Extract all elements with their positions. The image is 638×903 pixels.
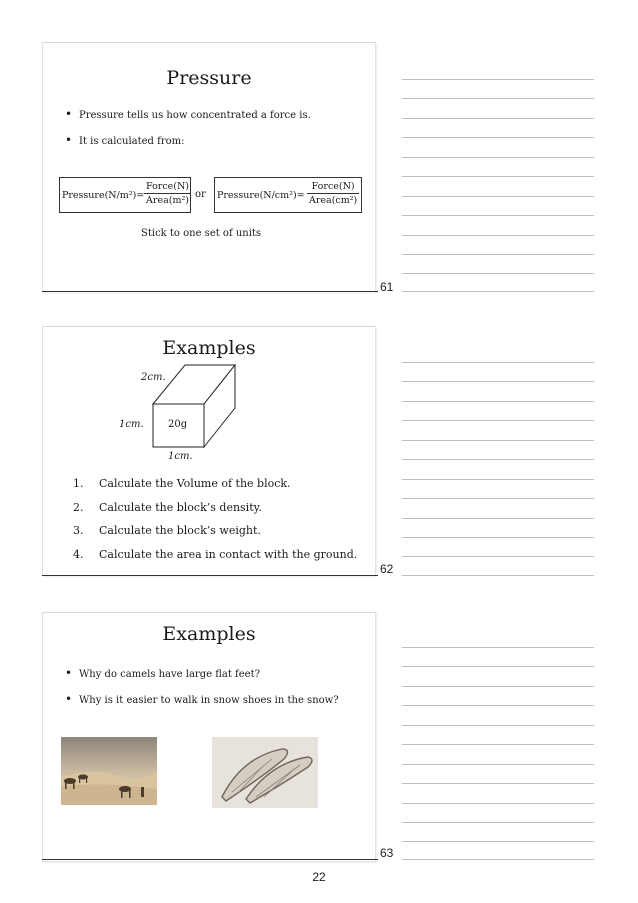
formula-numerator: Force(N) [146, 181, 190, 192]
slide-number: 62 [380, 562, 394, 576]
slide-divider [42, 575, 378, 576]
slide-number: 61 [380, 280, 394, 294]
units-note: Stick to one set of units [141, 228, 262, 239]
snowshoes-image [212, 737, 318, 808]
slide-divider [42, 291, 378, 292]
bullet-item: • Why is it easier to walk in snow shoes in the snow? [65, 694, 339, 707]
mass-label: 20g [168, 419, 188, 430]
bullet-item: • It is calculated from: [65, 135, 311, 148]
slide-number: 63 [380, 846, 394, 860]
question-item: 1. Calculate the Volume of the block. [73, 477, 291, 490]
slide-divider [42, 859, 378, 860]
slide-examples-camels [42, 612, 376, 862]
slide-title: Pressure [166, 67, 252, 89]
dimension-label-top: 2cm. [141, 372, 166, 383]
or-separator: or [195, 189, 206, 200]
question-item: 4. Calculate the area in contact with the ground. [73, 547, 358, 561]
dimension-label-bottom: 1cm. [168, 451, 193, 462]
question-list [73, 477, 357, 571]
question-item: 2. Calculate the block’s density. [73, 500, 262, 514]
formula-lhs: Pressure(N/m²)= [62, 190, 145, 201]
bullet-item: • Why do camels have large flat feet? [65, 668, 339, 681]
formula-numerator: Force(N) [311, 181, 355, 192]
camels-photo [61, 737, 157, 805]
pressure-formula-cm [214, 177, 362, 213]
formula-lhs: Pressure(N/cm²)= [217, 190, 305, 201]
camels-image [61, 737, 157, 805]
bullet-list [65, 109, 311, 161]
snowshoes-photo [212, 737, 318, 808]
slide-examples-block [42, 326, 376, 576]
slide-title: Examples [162, 623, 256, 645]
formula-fraction [307, 181, 359, 206]
slide-pressure [42, 42, 376, 292]
formula-denominator: Area(m²) [146, 195, 189, 206]
bullet-list [65, 668, 339, 720]
page-number: 22 [312, 870, 326, 884]
question-item: 3. Calculate the block’s weight. [73, 524, 261, 537]
slide-title: Examples [162, 337, 256, 359]
formula-denominator: Area(cm²) [309, 195, 358, 206]
bullet-item: • Pressure tells us how concentrated a force is. [65, 109, 311, 122]
formula-fraction [144, 181, 191, 206]
dimension-label-left: 1cm. [119, 419, 144, 430]
pressure-formula-si [59, 177, 191, 213]
